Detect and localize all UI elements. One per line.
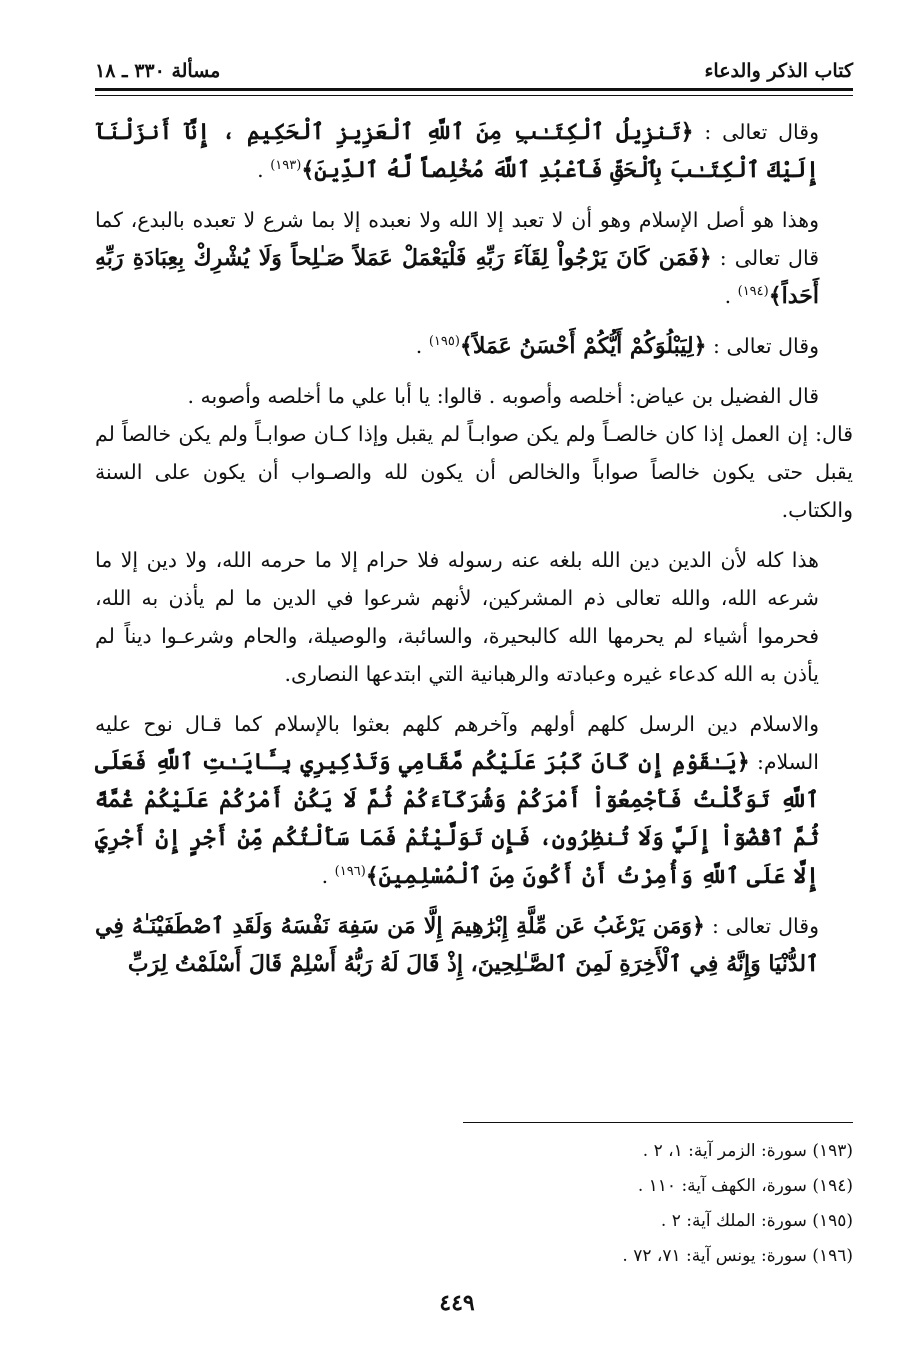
footnote-ref[interactable]: (١٩٤)	[737, 284, 769, 300]
paragraph-tail: .	[415, 334, 429, 358]
quran-verse: ﴿يَـٰقَوْمِ إِن كَانَ كَبُرَ عَلَيْكُم مَّقَامِي وَتَذْكِيرِي بِـَٔايَـٰتِ ٱللَّهِ فَعَلَى ٱللَّهِ تَوَكَّلْتُ فَأَجْمِعُوٓاْ أَمْرَكُمْ وَشُرَكَآءَكُمْ ثُمَّ لَا يَكُنْ أَمْرُكُمْ عَلَيْكُمْ غُمَّةً ثُمَّ ٱقْضُوٓاْ إِلَيَّ وَلَا تُنظِرُونِ، فَإِن تَوَلَّيْتُمْ فَمَا سَأَلْتُكُم مِّنْ أَجْرٍ إِنْ أَجْرِيَ إِلَّا عَلَى ٱللَّهِ وَأُمِرْتُ أَنْ أَكُونَ مِنَ ٱلْمُسْلِمِينَ﴾	[95, 749, 819, 889]
page-number: ٤٤٩	[439, 1290, 475, 1316]
paragraph-tail: .	[724, 284, 738, 308]
quran-verse: ﴿تَنزِيلُ ٱلْكِتَـٰبِ مِنَ ٱللَّهِ ٱلْعَزِيزِ ٱلْحَكِيمِ ، إِنَّآ أَنزَلْنَآ إِلَيْكَ ٱلْكِتَـٰبَ بِٱلْحَقِّ فَٱعْبُدِ ٱللَّهَ مُخْلِصاً لَّهُ ٱلدِّينَ﴾	[95, 119, 819, 183]
quran-verse: ﴿لِيَبْلُوَكُمْ أَيُّكُمْ أَحْسَنُ عَمَلاً﴾	[459, 333, 707, 359]
footnote: (١٩٦) سورة: يونس آية: ٧١، ٧٢ .	[622, 1246, 853, 1266]
paragraph-intro: وهذا هو أصل الإسلام وهو أن لا تعبد إلا الله ولا نعبده إلا بما شرع لا تعبده بالبدع، كما قال تعالى :	[95, 208, 819, 270]
quran-verse: ﴿وَمَن يَرْغَبُ عَن مِّلَّةِ إِبْرَٰهِيمَ إِلَّا مَن سَفِهَ نَفْسَهُ وَلَقَدِ ٱصْطَفَيْنَـٰهُ فِي ٱلدُّنْيَا وَإِنَّهُ فِي ٱلْأَخِرَةِ لَمِنَ ٱلصَّـٰلِحِينَ، إِذْ قَالَ لَهُ رَبُّهُ أَسْلِمْ قَالَ أَسْلَمْتُ لِرَبِّ	[95, 913, 819, 977]
chapter-title: كتاب الذكر والدعاء	[704, 60, 853, 82]
paragraph-intro: وقال تعالى :	[704, 914, 819, 938]
main-text	[95, 113, 853, 995]
footnote-ref[interactable]: (١٩٦)	[334, 864, 366, 880]
paragraph	[95, 113, 853, 189]
paragraph-intro: وقال تعالى :	[693, 120, 819, 144]
footnotes	[95, 1134, 853, 1274]
paragraph-intro: وقال تعالى :	[706, 334, 819, 358]
paragraph-tail: .	[257, 158, 271, 182]
running-header	[95, 56, 853, 86]
footnote: (١٩٣) سورة: الزمر آية: ١، ٢ .	[642, 1141, 853, 1161]
paragraph: قال: إن العمل إذا كان خالصـاً ولم يكن صوابـاً لم يقبل وإذا كـان صوابـاً ولم يكن خالصاً لم يقبل حتى يكون خالصاً صواباً والخالص أن يكون لله والصـواب أن يكون على السنة والكتاب.	[95, 422, 853, 522]
quran-verse: ﴿فَمَن كَانَ يَرْجُواْ لِقَآءَ رَبِّهِ فَلْيَعْمَلْ عَمَلاً صَـٰلِحاً وَلَا يُشْرِكْ بِعِبَادَةِ رَبِّهِ أَحَداً﴾	[95, 245, 819, 309]
paragraph	[95, 907, 853, 983]
footnote-ref[interactable]: (١٩٥)	[428, 334, 460, 350]
paragraph-tail: .	[321, 864, 335, 888]
footnote: (١٩٤) سورة، الكهف آية: ١١٠ .	[637, 1176, 853, 1196]
issue-number: مسألة ٣٣٠ ـ ١٨	[95, 60, 221, 82]
paragraph	[95, 327, 853, 365]
paragraph	[95, 705, 853, 895]
footnote-separator	[463, 1122, 853, 1123]
paragraph	[95, 201, 853, 315]
paragraph: قال الفضيل بن عياض: أخلصه وأصوبه . قالوا: يا أبا علي ما أخلصه وأصوبه .	[187, 384, 819, 408]
header-rule-thin	[95, 95, 853, 96]
footnote-ref[interactable]: (١٩٣)	[270, 158, 302, 174]
header-rule-thick	[95, 88, 853, 91]
footnote: (١٩٥) سورة: الملك آية: ٢ .	[660, 1211, 853, 1231]
paragraph-intro: والاسلام دين الرسل كلهم أولهم وآخرهم كلهم بعثوا بالإسلام كما قـال نوح عليه السلام:	[95, 712, 819, 774]
paragraph: هذا كله لأن الدين دين الله بلغه عنه رسوله فلا حرام إلا ما حرمه الله، ولا دين إلا ما شرعه الله، والله تعالى ذم المشركين، لأنهم شرعوا في الدين ما لم يأذن به الله، فحرموا أشياء لم يحرمها الله كالبحيرة، والسائبة، والوصيلة، والحام وشرعـوا ديناً لم يأذن به الله كدعاء غيره وعبادته والرهبانية التي ابتدعها النصارى.	[95, 548, 819, 686]
